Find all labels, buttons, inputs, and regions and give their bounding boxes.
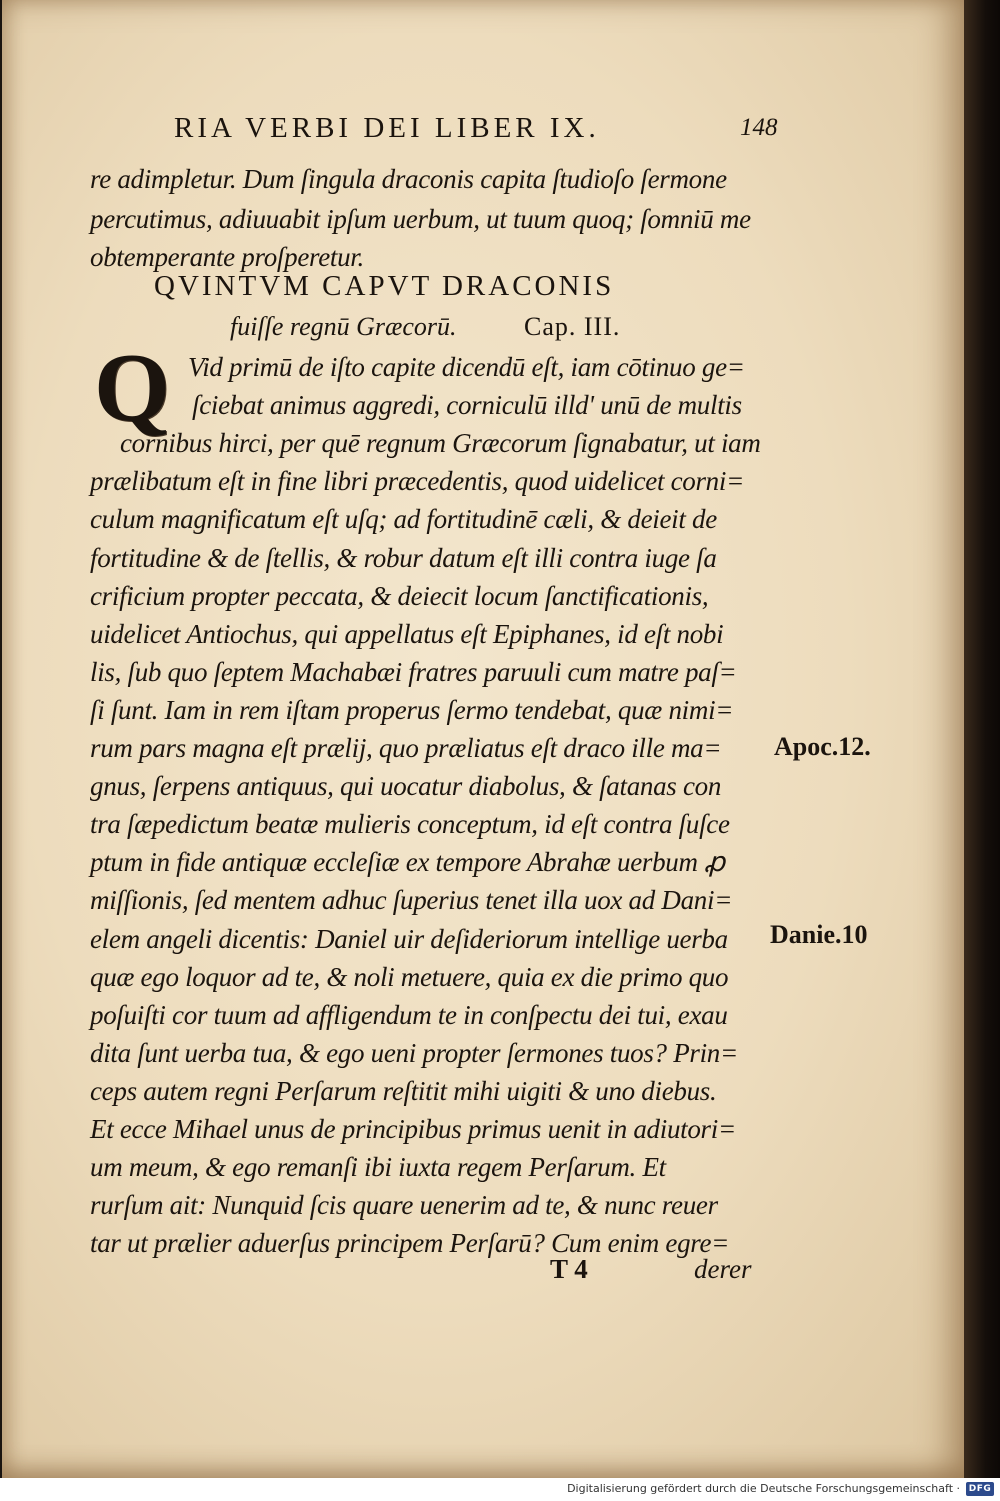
- text-line: ptum in fide antiquæ eccleſiæ ex tempore Abrahæ uerbum ꝓ: [90, 847, 725, 877]
- text-line: Et ecce Mihael unus de principibus primus uenit in adiutori=: [90, 1114, 736, 1144]
- text-line: percutimus, adiuuabit ipſum uerbum, ut tuum quoq; ſomniū me: [90, 204, 751, 234]
- text-line: ſi ſunt. Iam in rem iſtam properus ſermo tendebat, quæ nimi=: [90, 695, 734, 725]
- text-line: prælibatum eſt in fine libri præcedentis, quod uidelicet corni=: [90, 466, 745, 496]
- book-page: [2, 0, 970, 1478]
- book-edge: [964, 0, 1000, 1478]
- text-line: cornibus hirci, per quē regnum Græcorum ſignabatur, ut iam: [120, 428, 761, 458]
- text-line: miſſionis, ſed mentem adhuc ſuperius tenet illa uox ad Dani=: [90, 885, 733, 915]
- decorated-initial: Q: [94, 334, 171, 442]
- chapter-number: Cap. III.: [524, 312, 621, 341]
- text-line: um meum, & ego remanſi ibi iuxta regem Perſarum. Et: [90, 1152, 666, 1182]
- margin-note-apoc: Apoc.12.: [774, 732, 871, 761]
- text-line: gnus, ſerpens antiquus, qui uocatur diabolus, & ſatanas con: [90, 771, 722, 801]
- text-line: Vid primū de iſto capite dicendū eſt, iam cōtinuo ge=: [188, 352, 745, 382]
- chapter-subtitle: fuiſſe regnū Græcorū.: [230, 312, 457, 341]
- dfg-logo: DFG: [966, 1482, 994, 1496]
- margin-note-danie: Danie.10: [770, 920, 868, 949]
- signature-mark: T 4: [550, 1254, 588, 1284]
- page-number: 148: [740, 114, 778, 141]
- text-line: ſciebat animus aggredi, corniculū illd' unū de multis: [192, 390, 742, 420]
- text-line: elem angeli dicentis: Daniel uir deſideriorum intellige uerba: [90, 924, 728, 954]
- text-line: rurſum ait: Nunquid ſcis quare uenerim ad te, & nunc reuer: [90, 1190, 718, 1220]
- text-line: crificium propter peccata, & deiecit locum ſanctificationis,: [90, 581, 709, 611]
- text-line: tra ſæpedictum beatæ mulieris conceptum, id eſt contra ſuſce: [90, 809, 730, 839]
- text-line: lis, ſub quo ſeptem Machabæi fratres paruuli cum matre paſ=: [90, 657, 737, 687]
- footer-credit: Digitalisierung gefördert durch die Deutsche Forschungsgemeinschaft ·: [567, 1482, 960, 1495]
- chapter-title: QVINTVM CAPVT DRACONIS: [154, 270, 615, 302]
- text-line: culum magnificatum eſt uſq; ad fortitudinē cæli, & deieit de: [90, 504, 717, 534]
- text-line: re adimpletur. Dum ſingula draconis capita ſtudioſo ſermone: [90, 164, 727, 194]
- running-title: RIA VERBI DEI LIBER IX.: [174, 112, 600, 144]
- catchword: derer: [694, 1254, 752, 1284]
- footer-bar: [0, 1478, 1000, 1501]
- text-line: obtemperante proſperetur.: [90, 242, 364, 272]
- text-line: uidelicet Antiochus, qui appellatus eſt Epiphanes, id eſt nobi: [90, 619, 724, 649]
- text-line: poſuiſti cor tuum ad affligendum te in conſpectu dei tui, exau: [90, 1000, 728, 1030]
- text-line: ceps autem regni Perſarum reſtitit mihi uigiti & uno diebus.: [90, 1076, 717, 1106]
- text-line: quæ ego loquor ad te, & noli metuere, quia ex die primo quo: [90, 962, 729, 992]
- text-line: fortitudine & de ſtellis, & robur datum eſt illi contra iuge ſa: [90, 543, 717, 573]
- text-line: rum pars magna eſt prælij, quo præliatus eſt draco ille ma=: [90, 733, 722, 763]
- text-line: dita ſunt uerba tua, & ego ueni propter ſermones tuos? Prin=: [90, 1038, 738, 1068]
- text-line: tar ut prælier aduerſus principem Perſarū? Cum enim egre=: [90, 1228, 730, 1258]
